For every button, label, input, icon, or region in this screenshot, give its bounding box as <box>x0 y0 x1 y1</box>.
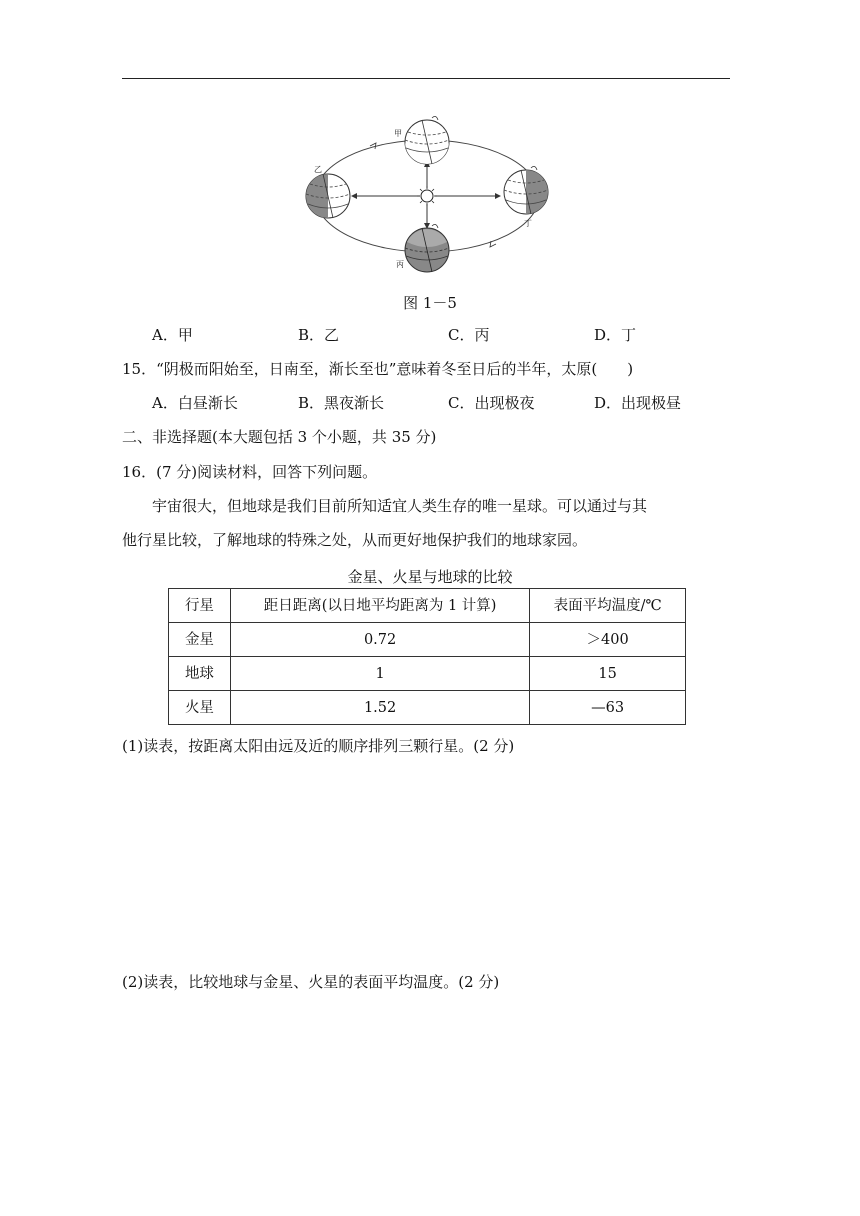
section-heading: 二、非选择题(本大题包括 3 个小题，共 35 分) <box>122 428 437 446</box>
table-cell: 1 <box>230 657 529 691</box>
q14-option-b: B．乙 <box>298 326 340 344</box>
planet-comparison-table <box>168 588 686 725</box>
header-cell: 表面平均温度/℃ <box>530 589 686 623</box>
q14-option-d: D．丁 <box>594 326 637 344</box>
q15-option-a: A．白昼渐长 <box>152 394 238 412</box>
table-cell: 15 <box>530 657 686 691</box>
table-row <box>169 623 686 657</box>
q16-subquestion-1: (1)读表，按距离太阳由远及近的顺序排列三颗行星。(2 分) <box>122 737 515 755</box>
header-cell: 距日距离(以日地平均距离为 1 计算) <box>230 589 529 623</box>
earth-globe-ding <box>504 166 548 214</box>
table-cell: 火星 <box>169 691 231 725</box>
table-caption: 金星、火星与地球的比较 <box>347 568 513 586</box>
table-cell: —63 <box>530 691 686 725</box>
q16-stem: 16．(7 分)阅读材料，回答下列问题。 <box>122 463 378 481</box>
q14-option-c: C．丙 <box>448 326 490 344</box>
sun-icon <box>417 186 437 206</box>
label-bing: 丙 <box>396 260 404 269</box>
header-rule <box>122 78 730 79</box>
table-row <box>169 691 686 725</box>
table-cell: 0.72 <box>230 623 529 657</box>
table-cell: 地球 <box>169 657 231 691</box>
table-cell: 金星 <box>169 623 231 657</box>
label-yi: 乙 <box>314 165 322 174</box>
header-cell: 行星 <box>169 589 231 623</box>
label-jia: 甲 <box>394 129 402 138</box>
q15-stem: 15．“阴极而阳始至，日南至，渐长至也”意味着冬至日后的半年，太原( ) <box>122 360 634 378</box>
table-cell: 1.52 <box>230 691 529 725</box>
table-row <box>169 657 686 691</box>
table-header-row <box>169 589 686 623</box>
figure-caption: 图 1－5 <box>403 294 457 312</box>
q14-option-a: A．甲 <box>152 326 193 344</box>
q16-subquestion-2: (2)读表，比较地球与金星、火星的表面平均温度。(2 分) <box>122 973 500 991</box>
q15-option-d: D．出现极昼 <box>594 394 682 412</box>
q16-paragraph-line1: 宇宙很大，但地球是我们目前所知适宜人类生存的唯一星球。可以通过与其 <box>152 497 648 515</box>
q15-option-c: C．出现极夜 <box>448 394 535 412</box>
earth-globe-yi <box>306 174 350 218</box>
q16-paragraph-line2: 他行星比较，了解地球的特殊之处，从而更好地保护我们的地球家园。 <box>122 531 588 549</box>
earth-globe-bing <box>405 224 449 272</box>
label-ding: 丁 <box>524 219 532 228</box>
table-cell: ＞400 <box>530 623 686 657</box>
earth-globe-jia <box>405 116 449 164</box>
q15-option-b: B．黑夜渐长 <box>298 394 385 412</box>
earth-orbit-diagram <box>300 112 560 284</box>
